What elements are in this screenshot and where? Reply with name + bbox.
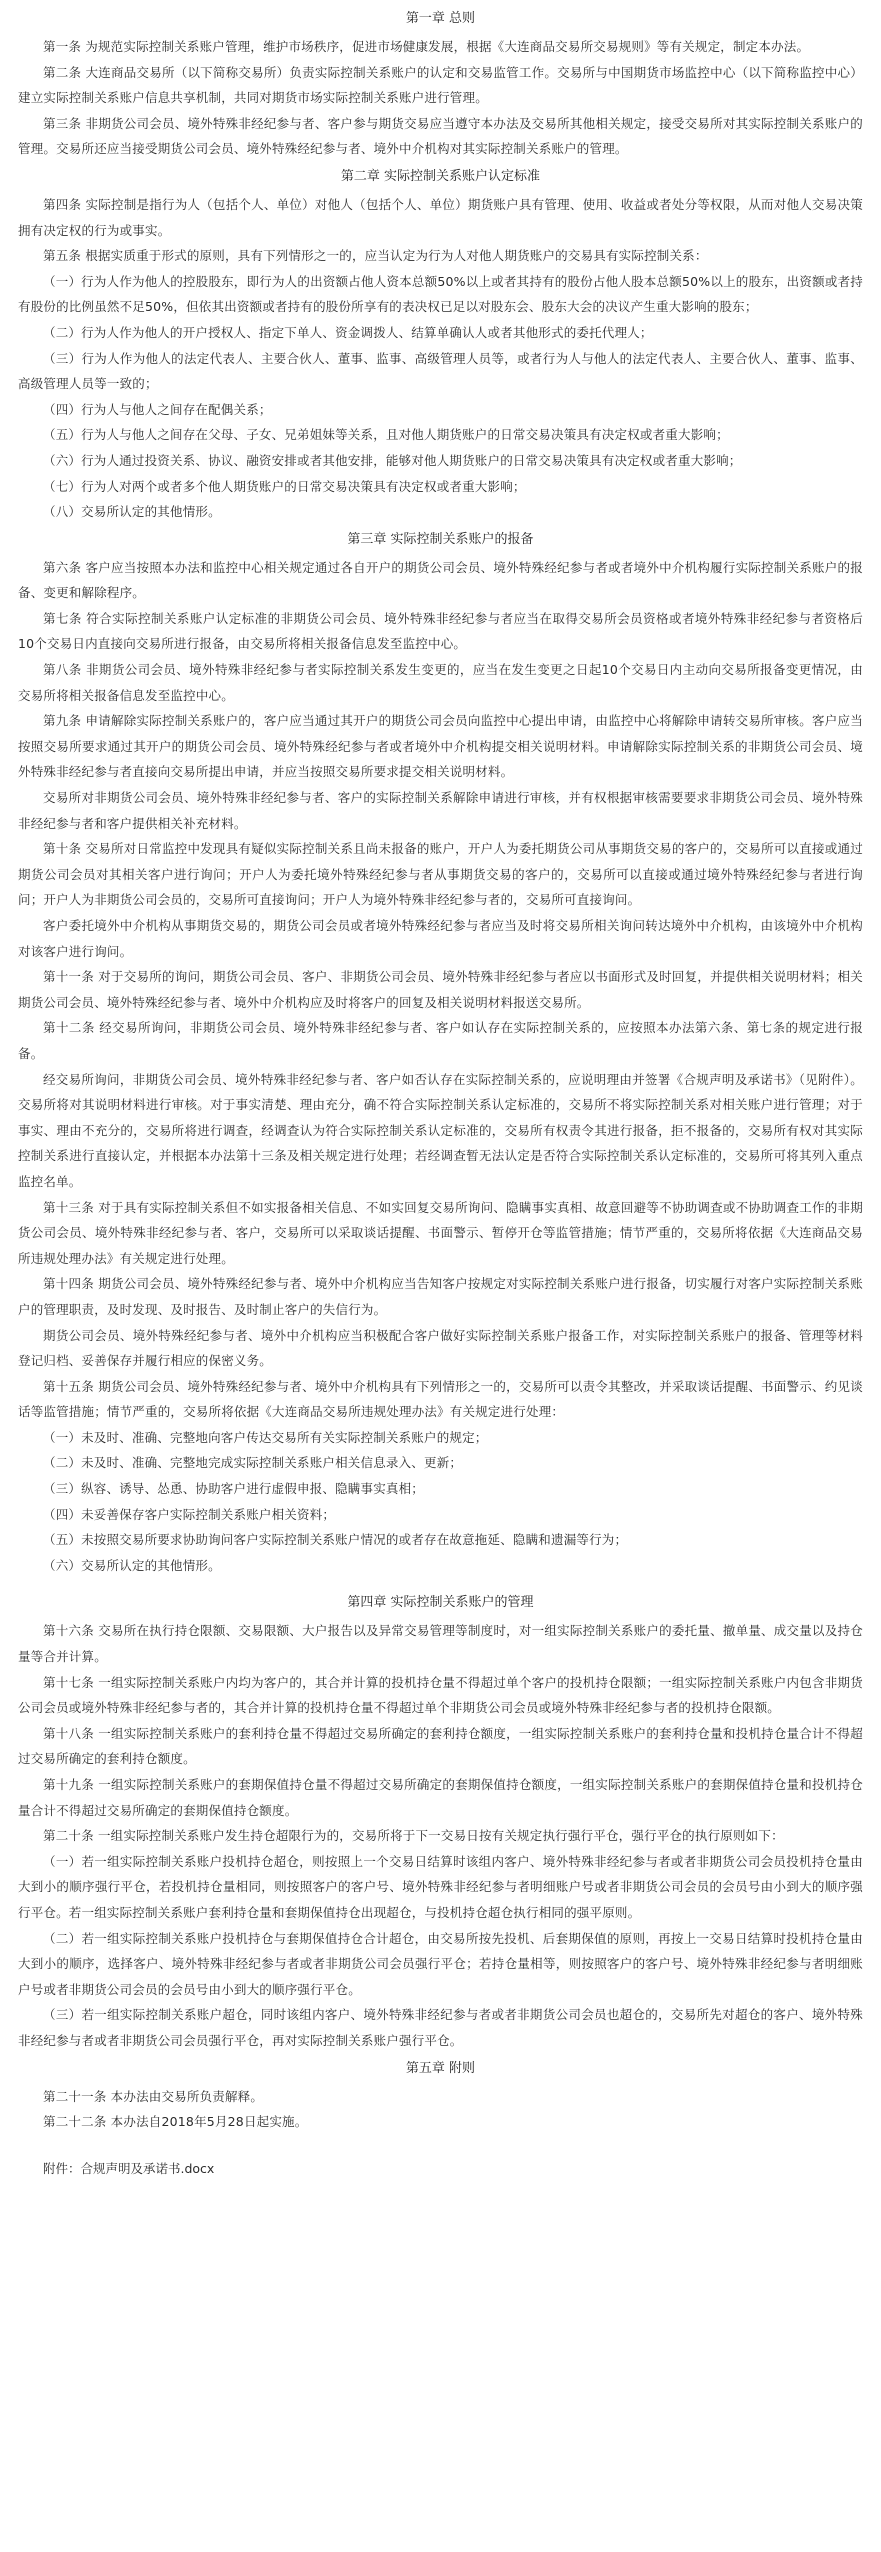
article-item: （二）未及时、准确、完整地完成实际控制关系账户相关信息录入、更新； xyxy=(43,1455,463,1471)
chapter-title: 第二章 实际控制关系账户认定标准 xyxy=(340,168,541,184)
article-item: （三）若一组实际控制关系账户超仓，同时该组内客户、境外特殊非经纪参与者或者非期货公司会员也超仓的，交易所先对超仓的客户、境外特殊非经纪参与者或者非期货公司会员强行平仓，再对实际控制关系账户强行平仓。 xyxy=(18,2007,863,2048)
article-paragraph: 第十九条 一组实际控制关系账户的套期保值持仓量不得超过交易所确定的套期保值持仓额度，一组实际控制关系账户的套期保值持仓量和投机持仓量合计不得超过交易所确定的套期保值持仓额度。 xyxy=(18,1777,863,1818)
article-paragraph: 第四条 实际控制是指行为人（包括个人、单位）对他人（包括个人、单位）期货账户具有管理、使用、收益或者处分等权限，从而对他人交易决策拥有决定权的行为或事实。 xyxy=(18,196,863,238)
article-paragraph: 第八条 非期货公司会员、境外特殊非经纪参与者实际控制关系发生变更的，应当在发生变更之日起10个交易日内主动向交易所报备变更情况，由交易所将相关报备信息发至监控中心。 xyxy=(18,662,863,703)
article-paragraph: 第六条 客户应当按照本办法和监控中心相关规定通过各自开户的期货公司会员、境外特殊经纪参与者或者境外中介机构履行实际控制关系账户的报备、变更和解除程序。 xyxy=(18,559,863,601)
article-item: （一）未及时、准确、完整地向客户传达交易所有关实际控制关系账户的规定； xyxy=(43,1429,488,1445)
article-paragraph: 第十八条 一组实际控制关系账户的套利持仓量不得超过交易所确定的套利持仓额度，一组实际控制关系账户的套利持仓量和投机持仓量合计不得超过交易所确定的套利持仓额度。 xyxy=(18,1725,863,1767)
article-item: （六）交易所认定的其他情形。 xyxy=(43,1557,221,1573)
article-paragraph: 第二条 大连商品交易所（以下简称交易所）负责实际控制关系账户的认定和交易监管工作。交易所与中国期货市场监控中心（以下简称监控中心）建立实际控制关系账户信息共享机制，共同对期货市场实际控制关系账户进行管理。 xyxy=(18,64,863,106)
chapter-title: 第三章 实际控制关系账户的报备 xyxy=(347,531,534,547)
article-paragraph: 第二十一条 本办法由交易所负责解释。 xyxy=(43,2088,264,2104)
article-paragraph: 经交易所询问，非期货公司会员、境外特殊非经纪参与者、客户如否认存在实际控制关系的，应说明理由并签署《合规声明及承诺书》（见附件）。交易所将对其说明材料进行审核。对于事实清楚、理由充分，确不符合实际控制关系认定标准的，交易所不将实际控制关系对相关账户进行管理；对于事实、理由不充分的，交易所将进行调查，经调查认为符合实际控制关系认定标准的，交易所有权责令其进行报备，拒不报备的，交易所有权对其实际控制关系进行直接认定，并根据本办法第十三条及相关规定进行处理；若经调查暂无法认定是否符合实际控制关系认定标准的，交易所可将其列入重点监控名单。 xyxy=(18,1071,863,1189)
article-paragraph: 交易所对非期货公司会员、境外特殊非经纪参与者、客户的实际控制关系解除申请进行审核，并有权根据审核需要要求非期货公司会员、境外特殊非经纪参与者和客户提供相关补充材料。 xyxy=(18,790,863,831)
article-item: （四）行为人与他人之间存在配偶关系； xyxy=(43,401,272,417)
attachment-link[interactable]: 附件：合规声明及承诺书.docx xyxy=(43,2160,215,2176)
article-item: （三）行为人作为他人的法定代表人、主要合伙人、董事、监事、高级管理人员等，或者行为人与他人的法定代表人、主要合伙人、董事、监事、高级管理人员等一致的； xyxy=(18,350,863,392)
article-paragraph: 第一条 为规范实际控制关系账户管理，维护市场秩序，促进市场健康发展，根据《大连商品交易所交易规则》等有关规定，制定本办法。 xyxy=(43,39,810,54)
article-paragraph: 第十四条 期货公司会员、境外特殊经纪参与者、境外中介机构应当告知客户按规定对实际控制关系账户进行报备，切实履行对客户实际控制关系账户的管理职责，及时发现、及时报告、及时制止客户的失信行为。 xyxy=(18,1276,863,1317)
article-paragraph: 期货公司会员、境外特殊经纪参与者、境外中介机构应当积极配合客户做好实际控制关系账户报备工作，对实际控制关系账户的报备、管理等材料登记归档、妥善保存并履行相应的保密义务。 xyxy=(18,1327,863,1369)
article-paragraph: 第二十条 一组实际控制关系账户发生持仓超限行为的，交易所将于下一交易日按有关规定执行强行平仓，强行平仓的执行原则如下： xyxy=(43,1828,784,1844)
chapter-title: 第四章 实际控制关系账户的管理 xyxy=(347,1595,534,1611)
article-item: （四）未妥善保存客户实际控制关系账户相关资料； xyxy=(43,1506,336,1522)
article-paragraph: 第十一条 对于交易所的询问，期货公司会员、客户、非期货公司会员、境外特殊非经纪参与者应以书面形式及时回复，并提供相关说明材料；相关期货公司会员、境外特殊经纪参与者、境外中介机构应及时将客户的回复及相关说明材料报送交易所。 xyxy=(18,969,863,1010)
article-paragraph: 第十七条 一组实际控制关系账户内均为客户的，其合并计算的投机持仓量不得超过单个客户的投机持仓限额；一组实际控制关系账户内包含非期货公司会员或境外特殊非经纪参与者的，其合并计算的投机持仓量不得超过单个非期货公司会员或境外特殊非经纪参与者的投机持仓限额。 xyxy=(18,1674,863,1716)
article-item: （二）若一组实际控制关系账户投机持仓与套期保值持仓合计超仓，由交易所按先投机、后套期保值的原则，再按上一交易日结算时投机持仓量由大到小的顺序，选择客户、境外特殊非经纪参与者或者非期货公司会员强行平仓；若持仓量相等，则按照客户的客户号、境外特殊非经纪参与者明细账户号或者非期货公司会员的会员号由小到大的顺序强行平仓。 xyxy=(18,1930,863,1997)
spacer xyxy=(18,1578,863,1588)
spacer xyxy=(18,2135,863,2157)
article-item: （一）行为人作为他人的控股股东，即行为人的出资额占他人资本总额50%以上或者其持有的股份占他人股本总额50%以上的股东，出资额或者持有股份的比例虽然不足50%，但依其出资额或者持有的股份所享有的表决权已足以对股东会、股东大会的决议产生重大影响的股东； xyxy=(18,273,863,315)
chapter-title: 第一章 总则 xyxy=(405,11,476,26)
article-item: （三）纵容、诱导、怂恿、协助客户进行虚假申报、隐瞒事实真相； xyxy=(43,1481,425,1497)
article-item: （八）交易所认定的其他情形。 xyxy=(43,504,221,520)
article-paragraph: 第五条 根据实质重于形式的原则，具有下列情形之一的，应当认定为行为人对他人期货账户的交易具有实际控制关系： xyxy=(43,248,708,264)
article-item: （五）未按照交易所要求协助询问客户实际控制关系账户情况的或者存在故意拖延、隐瞒和遗漏等行为； xyxy=(43,1532,628,1548)
article-paragraph: 第十五条 期货公司会员、境外特殊经纪参与者、境外中介机构具有下列情形之一的，交易所可以责令其整改，并采取谈话提醒、书面警示、约见谈话等监管措施；情节严重的，交易所将依据《大连商品交易所违规处理办法》有关规定进行处理： xyxy=(18,1378,863,1420)
article-item: （一）若一组实际控制关系账户投机持仓超仓，则按照上一个交易日结算时该组内客户、境外特殊非经纪参与者或者非期货公司会员投机持仓量由大到小的顺序强行平仓，若投机持仓量相同，则按照客户的客户号、境外特殊非经纪参与者明细账户号或者非期货公司会员的会员号由小到大的顺序强行平仓。若一组实际控制关系账户套利持仓量和套期保值持仓出现超仓，与投机持仓超仓执行相同的强平原则。 xyxy=(18,1853,863,1920)
article-paragraph: 第二十二条 本办法自2018年5月28日起实施。 xyxy=(43,2114,308,2130)
article-paragraph: 第十二条 经交易所询问，非期货公司会员、境外特殊非经纪参与者、客户如认存在实际控制关系的，应按照本办法第六条、第七条的规定进行报备。 xyxy=(18,1020,863,1061)
article-paragraph: 客户委托境外中介机构从事期货交易的，期货公司会员或者境外特殊经纪参与者应当及时将交易所相关询问转达境外中介机构，由该境外中介机构对该客户进行询问。 xyxy=(18,918,863,959)
article-item: （七）行为人对两个或者多个他人期货账户的日常交易决策具有决定权或者重大影响； xyxy=(43,478,526,494)
attachment-line xyxy=(18,2157,863,2181)
article-paragraph: 第十六条 交易所在执行持仓限额、交易限额、大户报告以及异常交易管理等制度时，对一组实际控制关系账户的委托量、撤单量、成交量以及持仓量等合并计算。 xyxy=(18,1623,863,1665)
article-item: （五）行为人与他人之间存在父母、子女、兄弟姐妹等关系，且对他人期货账户的日常交易决策具有决定权或者重大影响； xyxy=(43,427,729,443)
article-paragraph: 第十条 交易所对日常监控中发现具有疑似实际控制关系且尚未报备的账户，开户人为委托期货公司从事期货交易的客户的，交易所可以直接或通过期货公司会员对其相关客户进行询问；开户人为委托境外特殊经纪参与者从事期货交易的客户的，交易所可以直接或通过境外特殊经纪参与者进行询问；开户人为非期货公司会员的，交易所可直接询问；开户人为境外特殊非经纪参与者的，交易所可直接询问。 xyxy=(18,841,863,908)
article-item: （六）行为人通过投资关系、协议、融资安排或者其他安排，能够对他人期货账户的日常交易决策具有决定权或者重大影响； xyxy=(43,452,742,468)
article-paragraph: 第三条 非期货公司会员、境外特殊非经纪参与者、客户参与期货交易应当遵守本办法及交易所其他相关规定，接受交易所对其实际控制关系账户的管理。交易所还应当接受期货公司会员、境外特殊经纪参与者、境外中介机构对其实际控制关系账户的管理。 xyxy=(18,115,863,157)
article-paragraph: 第七条 符合实际控制关系账户认定标准的非期货公司会员、境外特殊非经纪参与者应当在取得交易所会员资格或者境外特殊非经纪参与者资格后10个交易日内直接向交易所进行报备，由交易所将相关报备信息发至监控中心。 xyxy=(18,610,863,652)
article-paragraph: 第十三条 对于具有实际控制关系但不如实报备相关信息、不如实回复交易所询问、隐瞒事实真相、故意回避等不协助调查或不协助调查工作的非期货公司会员、境外特殊非经纪参与者、客户，交易所可以采取谈话提醒、书面警示、暂停开仓等监管措施；情节严重的，交易所将依据《大连商品交易所违规处理办法》有关规定进行处理。 xyxy=(18,1199,863,1266)
chapter-title: 第五章 附则 xyxy=(405,2060,476,2076)
article-paragraph: 第九条 申请解除实际控制关系账户的，客户应当通过其开户的期货公司会员向监控中心提出申请，由监控中心将解除申请转交易所审核。客户应当按照交易所要求通过其开户的期货公司会员、境外特殊经纪参与者或者境外中介机构提交相关说明材料。申请解除实际控制关系的非期货公司会员、境外特殊非经纪参与者直接向交易所提出申请，并应当按照交易所要求提交相关说明材料。 xyxy=(18,713,863,780)
article-item: （二）行为人作为他人的开户授权人、指定下单人、资金调拨人、结算单确认人或者其他形式的委托代理人； xyxy=(43,324,653,340)
